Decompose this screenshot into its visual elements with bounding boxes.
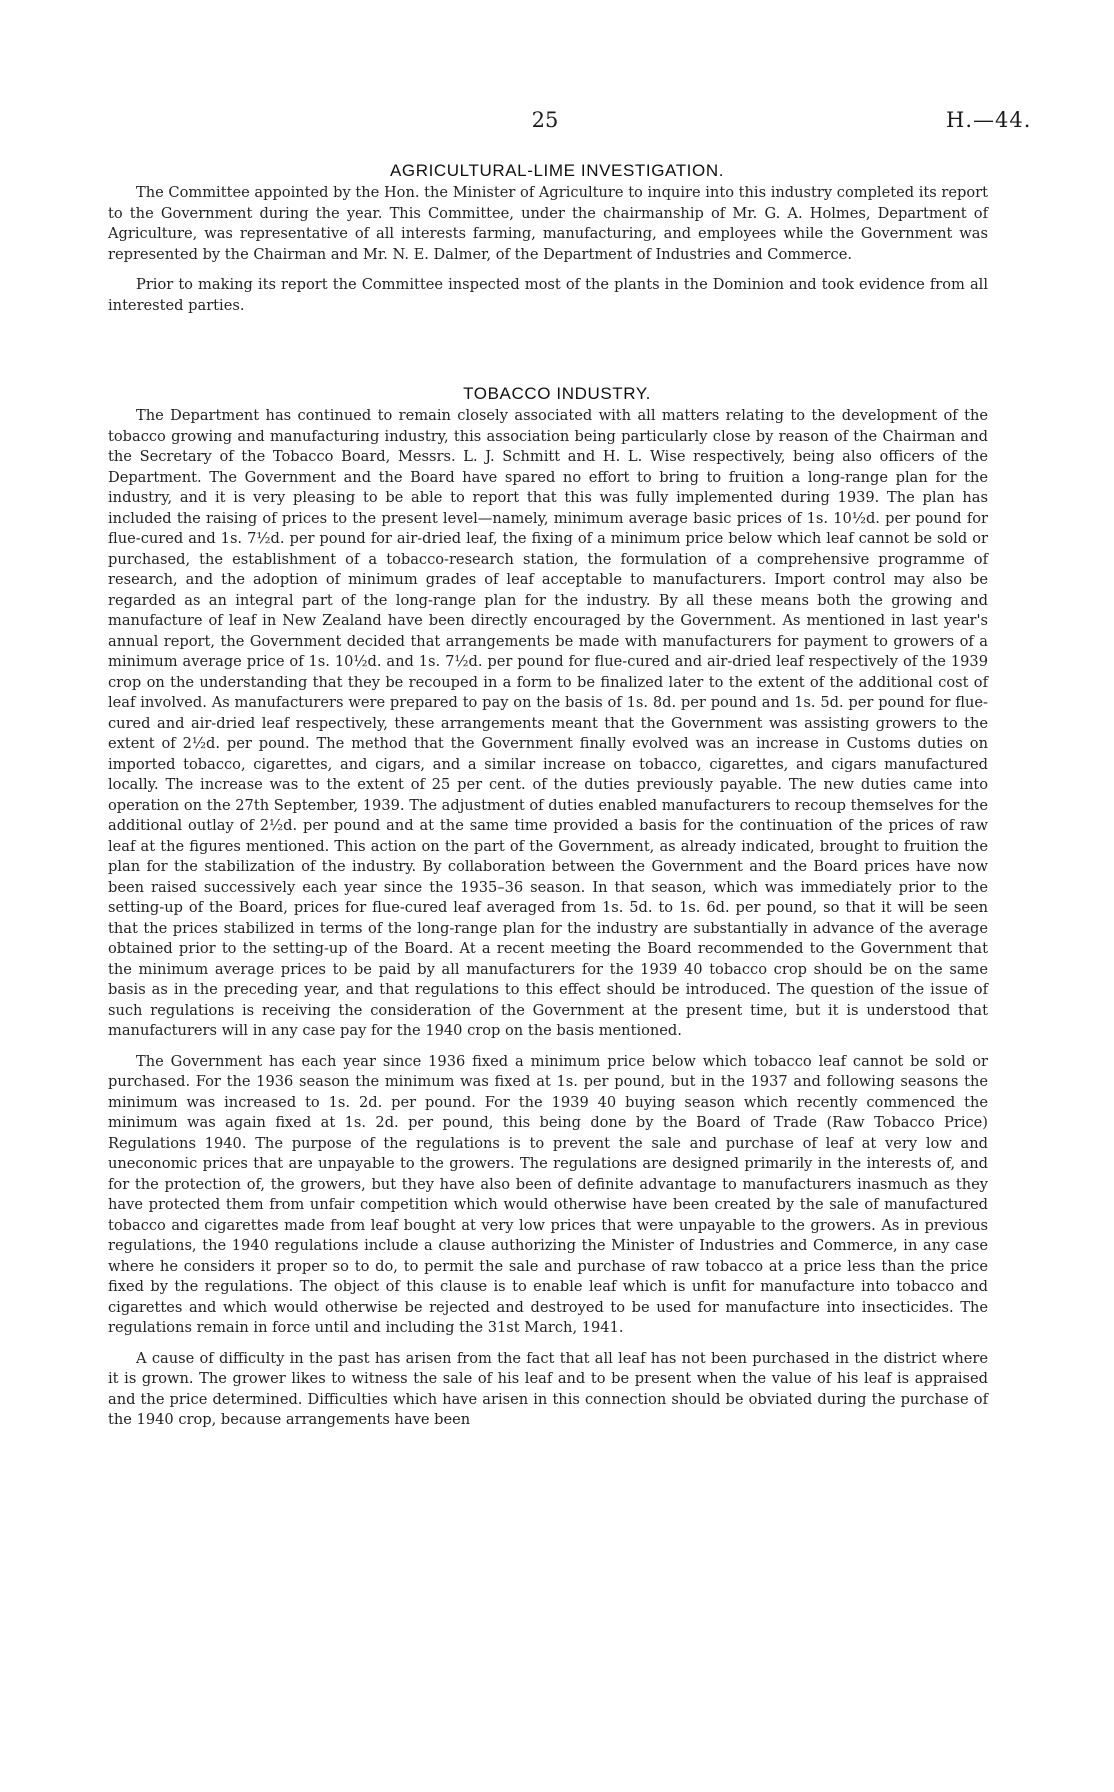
page-number: 25: [531, 108, 559, 132]
paragraph: The Department has continued to remain closely associated with all matters relating to the development of the tobacco growing and manufacturing industry, this association being particularly close by reason of the Chairman and the Secretary of the Tobacco Board, Messrs. L. J. Schmitt and H. L. Wise respectively, being also officers of the Department. The Government and the Board have spared no effort to bring to fruition a long-range plan for the industry, and it is very pleasing to be able to report that this was fully implemented during 1939. The plan has included the raising of prices to the present level—namely, minimum average basic prices of 1s. 10½d. per pound for flue-cured and 1s. 7½d. per pound for air-dried leaf, the fixing of a minimum price below which leaf cannot be sold or purchased, the establishment of a tobacco-research station, the formulation of a comprehensive programme of research, and the adoption of minimum grades of leaf acceptable to manufacturers. Import control may also be regarded as an integral part of the long-range plan for the industry. By all these means both the growing and manufacture of leaf in New Zealand have been directly encouraged by the Government. As mentioned in last year's annual report, the Government decided that arrangements be made with manufacturers for payment to growers of a minimum average price of 1s. 10½d. and 1s. 7½d. per pound for flue-cured and air-dried leaf respectively of the 1939 crop on the understanding that they be recouped in a form to be finalized later to the extent of the additional cost of leaf involved. As manufacturers were prepared to pay on the basis of 1s. 8d. per pound and 1s. 5d. per pound for flue-cured and air-dried leaf respectively, these arrangements meant that the Government was assisting growers to the extent of 2½d. per pound. The method that the Government finally evolved was an increase in Customs duties on imported tobacco, cigarettes, and cigars, and a similar increase on tobacco, cigarettes, and cigars manufactured locally. The increase was to the extent of 25 per cent. of the duties previously payable. The new duties came into operation on the 27th September, 1939. The adjustment of duties enabled manufacturers to recoup themselves for the additional outlay of 2½d. per pound and at the same time provided a basis for the continuation of the prices of raw leaf at the figures mentioned. This action on the part of the Government, as already indicated, brought to fruition the plan for the stabilization of the industry. By collaboration between the Government and the Board prices have now been raised successively each year since the 1935–36 season. In that season, which was immediately prior to the setting-up of the Board, prices for flue-cured leaf averaged from 1s. 5d. to 1s. 6d. per pound, so that it will be seen that the prices stabilized in terms of the long-range plan for the industry are substantially in advance of the average obtained prior to the setting-up of the Board. At a recent meeting the Board recommended to the Government that the minimum average prices to be paid by all manufacturers for the 1939 40 tobacco crop should be on the same basis as in the preceding year, and that regulations to this effect should be introduced. The question of the issue of such regulations is receiving the consideration of the Government at the present time, but it is understood that manufacturers will in any case pay for the 1940 crop on the basis mentioned.: [108, 407, 988, 1039]
section-heading-agricultural-lime: AGRICULTURAL-LIME INVESTIGATION.: [389, 161, 725, 180]
tobacco-industry-section: [108, 406, 988, 1441]
document-reference: H.—44.: [946, 108, 1032, 132]
paragraph: Prior to making its report the Committee inspected most of the plants in the Dominion and took evidence from all interested parties.: [108, 276, 988, 314]
paragraph: A cause of difficulty in the past has arisen from the fact that all leaf has not been purchased in the district where it is grown. The grower likes to witness the sale of his leaf and to be present when the value of his leaf is appraised and the price determined. Difficulties which have arisen in this connection should be obviated during the purchase of the 1940 crop, because arrangements have been: [108, 1349, 988, 1428]
section-heading-tobacco-industry: TOBACCO INDUSTRY.: [463, 384, 651, 403]
paragraph: The Committee appointed by the Hon. the Minister of Agriculture to inquire into this industry completed its report to the Government during the year. This Committee, under the chairmanship of Mr. G. A. Holmes, Department of Agriculture, was representative of all interests farming, manufacturing, and employees while the Government was represented by the Chairman and Mr. N. E. Dalmer, of the Department of Industries and Commerce.: [108, 184, 988, 263]
agricultural-lime-section: [108, 183, 988, 326]
paragraph: The Government has each year since 1936 fixed a minimum price below which tobacco leaf cannot be sold or purchased. For the 1936 season the minimum was fixed at 1s. per pound, but in the 1937 and following seasons the minimum was increased to 1s. 2d. per pound. For the 1939 40 buying season which recently commenced the minimum was again fixed at 1s. 2d. per pound, this being done by the Board of Trade (Raw Tobacco Price) Regulations 1940. The purpose of the regulations is to prevent the sale and purchase of leaf at very low and uneconomic prices that are unpayable to the growers. The regulations are designed primarily in the interests of, and for the protection of, the growers, but they have also been of definite advantage to manufacturers inasmuch as they have protected them from unfair competition which would otherwise have been created by the sale of manufactured tobacco and cigarettes made from leaf bought at very low prices that were unpayable to the growers. As in previous regulations, the 1940 regulations include a clause authorizing the Minister of Industries and Commerce, in any case where he considers it proper so to do, to permit the sale and purchase of raw tobacco at a price less than the price fixed by the regulations. The object of this clause is to enable leaf which is unfit for manufacture into tobacco and cigarettes and which would otherwise be rejected and destroyed to be used for manufacture into insecticides. The regulations remain in force until and including the 31st March, 1941.: [108, 1052, 988, 1336]
